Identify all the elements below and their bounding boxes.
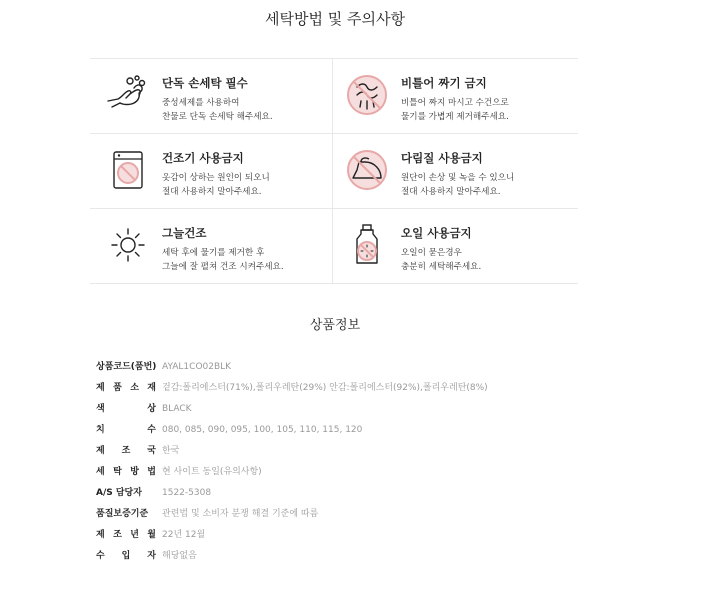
care-desc-line: 절대 사용하지 말아주세요. <box>401 187 501 197</box>
care-item-title: 다림질 사용금지 <box>401 151 483 165</box>
care-item-no-wring <box>333 59 576 133</box>
no-iron-icon <box>345 148 389 192</box>
care-item-title: 단독 손세탁 필수 <box>162 76 248 90</box>
care-desc-line: 옷감이 상하는 원인이 되오니 <box>162 173 270 183</box>
info-row-as-contact <box>96 486 516 501</box>
product-info-table <box>96 360 516 570</box>
product-info-title: 상품정보 <box>309 318 361 333</box>
care-item-text <box>401 148 514 199</box>
label-char: 월 <box>147 530 156 540</box>
care-item-desc <box>401 96 509 124</box>
care-item-desc <box>401 171 514 199</box>
care-row <box>90 209 578 284</box>
label-char: 제 <box>96 383 105 393</box>
info-value: 22년 12월 <box>162 530 206 540</box>
care-item-title: 그늘건조 <box>162 226 207 240</box>
label-char: 제 <box>96 530 105 540</box>
label-char: 세 <box>96 467 105 477</box>
care-item-shade-dry <box>90 209 333 283</box>
spread-label <box>96 381 156 396</box>
info-value: 관련법 및 소비자 분쟁 해결 기준에 따름 <box>162 509 319 519</box>
info-row-color <box>96 402 516 417</box>
care-item-no-iron <box>333 134 576 208</box>
care-desc-line: 오일이 묻은경우 <box>401 248 462 258</box>
label-char: 국 <box>147 446 156 456</box>
care-item-no-dryer <box>90 134 333 208</box>
care-row <box>90 134 578 209</box>
care-item-text <box>401 73 509 124</box>
spread-label <box>96 402 156 417</box>
care-desc-line: 그늘에 잘 펼쳐 건조 시켜주세요. <box>162 262 284 272</box>
info-value: 현 사이트 동일(유의사항) <box>162 467 262 477</box>
care-item-desc <box>162 96 273 124</box>
hand-wash-icon <box>106 73 150 117</box>
spread-label <box>96 423 156 438</box>
care-row <box>90 59 578 134</box>
info-label <box>96 528 162 543</box>
care-item-desc <box>162 171 270 199</box>
info-label <box>96 402 162 417</box>
care-item-text <box>162 73 273 124</box>
label-char: 입 <box>121 551 131 561</box>
care-item-text <box>401 223 481 274</box>
info-value: BLACK <box>162 404 192 414</box>
care-item-hand-wash <box>90 59 333 133</box>
care-item-text <box>162 148 270 199</box>
info-label <box>96 465 162 480</box>
label-char: 방 <box>130 467 139 477</box>
label-char: 조 <box>121 446 131 456</box>
info-value: 겉감:폴리에스터(71%),폴리우레탄(29%) 안감:폴리에스터(92%),폴리우레탄(8%) <box>162 383 488 393</box>
label-char: 치 <box>96 425 105 435</box>
info-value: 1522-5308 <box>162 488 212 498</box>
care-desc-line: 비틀어 짜지 마시고 수건으로 <box>401 98 509 108</box>
info-label <box>96 549 162 564</box>
care-item-text <box>162 223 284 274</box>
label-char: 제 <box>96 446 105 456</box>
info-value: 해당없음 <box>162 551 197 561</box>
info-label <box>96 381 162 396</box>
spread-label <box>96 528 156 543</box>
care-item-no-oil <box>333 209 576 283</box>
label-char: 년 <box>130 530 139 540</box>
info-row-importer <box>96 549 516 564</box>
info-label <box>96 444 162 459</box>
spread-label <box>96 444 156 459</box>
care-desc-line: 물기를 가볍게 제거해주세요. <box>401 112 509 122</box>
info-value: 한국 <box>162 446 180 456</box>
info-row-manufacture-date <box>96 528 516 543</box>
shade-dry-icon <box>106 223 150 267</box>
info-row-size <box>96 423 516 438</box>
care-item-title: 비틀어 짜기 금지 <box>401 76 487 90</box>
label-char: 탁 <box>113 467 122 477</box>
info-label: 품질보증기준 <box>96 509 149 519</box>
care-desc-line: 원단이 손상 및 녹을 수 있으니 <box>401 173 515 183</box>
label-char: 재 <box>147 383 156 393</box>
no-dryer-icon <box>106 148 150 192</box>
info-label <box>96 423 162 438</box>
label-char: 수 <box>147 425 156 435</box>
care-item-title: 건조기 사용금지 <box>162 151 244 165</box>
care-desc-line: 중성세제를 사용하여 <box>162 98 240 108</box>
info-value: 080, 085, 090, 095, 100, 105, 110, 115, 120 <box>162 425 363 435</box>
label-char: 수 <box>96 551 105 561</box>
care-desc-line: 충분히 세탁해주세요. <box>401 262 482 272</box>
info-label: A/S 담당자 <box>96 488 142 498</box>
label-char: 조 <box>113 530 122 540</box>
info-row-quality <box>96 507 516 522</box>
spread-label <box>96 549 156 564</box>
label-char: 소 <box>130 383 139 393</box>
info-row-product-code <box>96 360 516 375</box>
label-char: 자 <box>147 551 156 561</box>
info-row-origin <box>96 444 516 459</box>
care-item-desc <box>162 246 284 274</box>
care-grid <box>90 58 578 283</box>
label-char: 색 <box>96 404 105 414</box>
care-desc-line: 찬물로 단독 손세탁 해주세요. <box>162 112 273 122</box>
label-char: 법 <box>147 467 156 477</box>
no-oil-icon <box>345 223 389 267</box>
label-char: 품 <box>113 383 122 393</box>
care-desc-line: 절대 사용하지 말아주세요. <box>162 187 262 197</box>
care-desc-line: 세탁 후에 물기를 제거한 후 <box>162 248 265 258</box>
info-row-washing <box>96 465 516 480</box>
info-row-material <box>96 381 516 396</box>
info-label: 상품코드(품번) <box>96 362 157 372</box>
spread-label <box>96 465 156 480</box>
label-char: 상 <box>147 404 156 414</box>
care-item-desc <box>401 246 481 274</box>
care-item-title: 오일 사용금지 <box>401 226 472 240</box>
info-value: AYAL1CO02BLK <box>162 362 232 372</box>
no-wring-icon <box>345 73 389 117</box>
care-section-title: 세탁방법 및 주의사항 <box>265 10 405 28</box>
